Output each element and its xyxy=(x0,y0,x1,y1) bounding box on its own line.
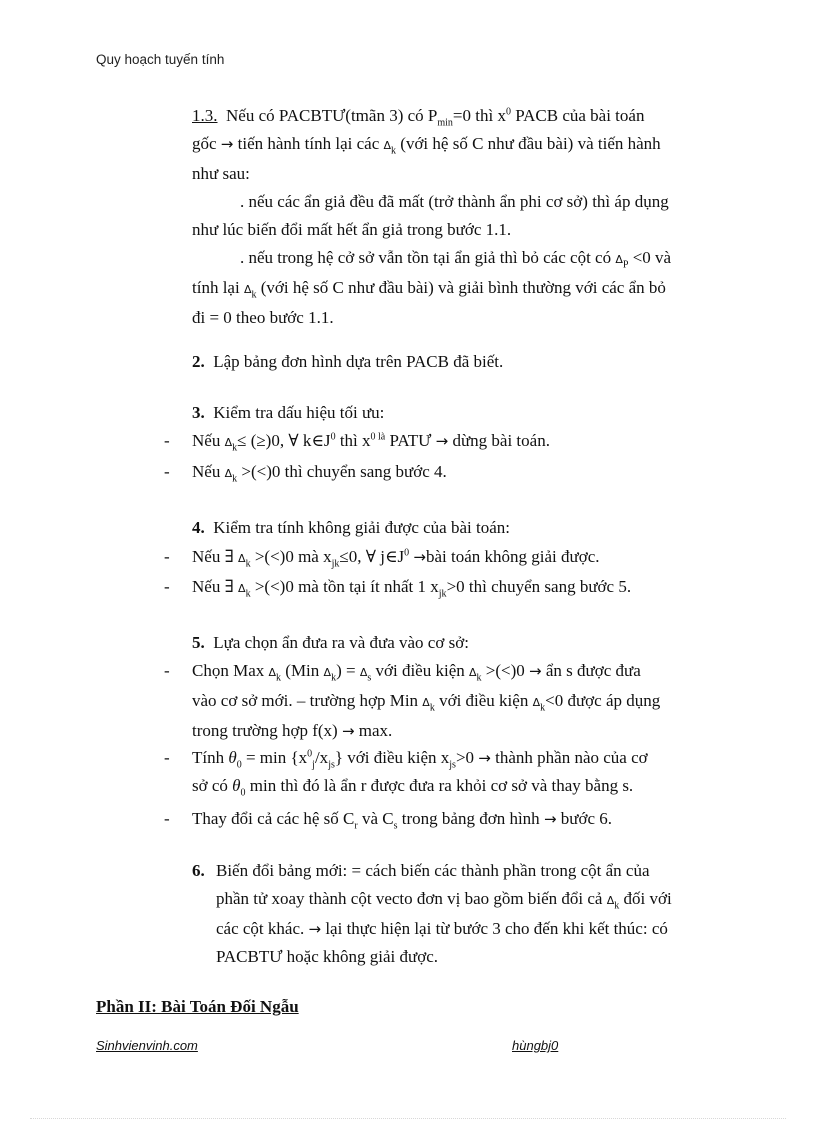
bullet-dash: - xyxy=(164,431,170,450)
step-4-bullet-2: Nếu ∃ $\Delta_k >(<)0$ mà tồn tại ít nhất 1 $x_{jk}>0$ thì chuyển sang bước 5. xyxy=(192,577,632,600)
step-5-bullet-2: Tính $\theta_0 = \min \{x^0_j/x_{js}\}$ với điều kiện $x_{js}>0$ → thành phần nào của cơ sở có $\theta_0$ min thì đó là ẩn r được đưa ra khỏi cơ sở và thay bằng s. xyxy=(192,748,648,799)
bullet-dash: - xyxy=(164,809,170,828)
footer-site-link[interactable]: Sinhvienvinh.com xyxy=(96,1038,198,1053)
delta-icon: Δ xyxy=(606,894,615,907)
arrow-icon: → xyxy=(435,432,449,450)
step-6-number: 6. xyxy=(192,861,205,880)
step-3-bullet-1: Nếu $\Delta_k\le (\ge)0$, ∀ $k\in J^0$ thì $x^{0 là}$ PATƯ → dừng bài toán. xyxy=(192,431,550,454)
step-5-bullet-3: Thay đổi cả các hệ số $C_r$ và $C_s$ trong bảng đơn hình → bước 6. xyxy=(192,809,613,832)
delta-icon: Δ xyxy=(383,139,392,152)
step-5-number: 5. xyxy=(192,633,205,652)
arrow-icon: → xyxy=(413,548,426,566)
delta-icon: Δ xyxy=(224,467,233,480)
step-4-number: 4. xyxy=(192,518,205,537)
delta-icon: Δ xyxy=(224,436,233,449)
delta-icon: Δ xyxy=(238,552,246,565)
step-3-title: 3. Kiểm tra dấu hiệu tối ưu: xyxy=(192,403,385,422)
part-2-heading: Phần II: Bài Toán Đối Ngẫu xyxy=(96,997,299,1016)
page-bottom-divider xyxy=(30,1118,786,1119)
step-5-bullet-1: Chọn Max $\Delta_k$ (Min $\Delta_k) = \Delta_s$ với điều kiện $\Delta_k >(<)0$ → ẩn s được đưa vào cơ sở mới. – trường hợp Min $\Delta_k$ với điều kiện $\Delta_k<0$ được áp dụng trong trường hợp f(x) → max. xyxy=(192,661,661,740)
delta-icon: Δ xyxy=(469,666,477,679)
step-6-text: Biến đổi bảng mới: = cách biến các thành phần trong cột ẩn của phần tử xoay thành cột vecto đơn vị bao gồm biến đổi cả $\Delta_k$ đối với các cột khác. → lại thực hiện lại từ bước 3 cho đến khi kết thúc: có PACBTƯ hoặc không giải được. xyxy=(216,861,672,966)
arrow-icon: → xyxy=(529,662,542,680)
step-5-title: 5. Lựa chọn ẩn đưa ra và đưa vào cơ sở: xyxy=(192,633,469,652)
section-1-3-line-5: như lúc biến đổi mất hết ẩn giả trong bước 1.1. xyxy=(192,220,512,239)
step-2-number: 2. xyxy=(192,352,205,371)
bullet-dash: - xyxy=(164,547,170,566)
section-1-3 xyxy=(192,102,720,332)
bullet-dash: - xyxy=(164,577,170,596)
step-4-title: 4. Kiểm tra tính không giải được của bài toán: xyxy=(192,518,510,537)
delta-icon: Δ xyxy=(268,666,277,679)
delta-icon: Δ xyxy=(323,666,332,679)
section-1-3-line-7: tính lại $\Delta_k$ (với hệ số C như đầu bài) và giải bình thường với các ẩn bỏ xyxy=(192,278,666,301)
step-3-bullet-2: Nếu $\Delta_k >(<)0$ thì chuyển sang bước 4. xyxy=(192,462,447,485)
delta-icon: Δ xyxy=(238,582,246,595)
bullet-dash: - xyxy=(164,748,170,767)
step-4-bullet-1: Nếu ∃ $\Delta_k >(<)0$ mà $x_{jk}\le 0$, ∀ $j\in J^0$ →bài toán không giải được. xyxy=(192,547,600,570)
bullet-dash: - xyxy=(164,661,170,680)
step-6-number-wrap xyxy=(192,860,205,882)
step-3-number: 3. xyxy=(192,403,205,422)
arrow-icon: → xyxy=(341,722,355,740)
delta-icon: Δ xyxy=(532,696,541,709)
section-1-3-line-1: 1.3. Nếu có PACBTƯ(tmãn 3) có $P_{min}=0$ thì $x^0$ PACB của bài toán xyxy=(192,106,645,129)
running-header: Quy hoạch tuyến tính xyxy=(96,52,225,67)
delta-icon: Δ xyxy=(243,283,252,296)
step-2: 2. Lập bảng đơn hình dựa trên PACB đã biết. xyxy=(192,352,504,371)
arrow-icon: → xyxy=(543,810,557,828)
section-1-3-number: 1.3. xyxy=(192,106,218,125)
delta-icon: Δ xyxy=(359,666,368,679)
delta-icon: Δ xyxy=(615,253,623,266)
arrow-icon: → xyxy=(478,749,491,767)
arrow-icon: → xyxy=(308,920,322,938)
delta-icon: Δ xyxy=(422,696,430,709)
arrow-icon: → xyxy=(220,135,234,153)
section-1-3-line-2: gốc → tiến hành tính lại các $\Delta_k$ (với hệ số C như đầu bài) và tiến hành xyxy=(192,134,661,157)
section-1-3-line-6: . nếu trong hệ cở sở vẫn tồn tại ẩn giả thì bỏ các cột có $\Delta_P <0$ và xyxy=(240,248,672,271)
footer-author: hùngbj0 xyxy=(512,1038,559,1053)
section-1-3-line-8: đi = 0 theo bước 1.1. xyxy=(192,308,334,327)
section-1-3-line-4: . nếu các ẩn giả đều đã mất (trở thành ẩn phi cơ sở) thì áp dụng xyxy=(240,192,669,211)
section-1-3-line-3: như sau: xyxy=(192,164,250,183)
bullet-dash: - xyxy=(164,462,170,481)
